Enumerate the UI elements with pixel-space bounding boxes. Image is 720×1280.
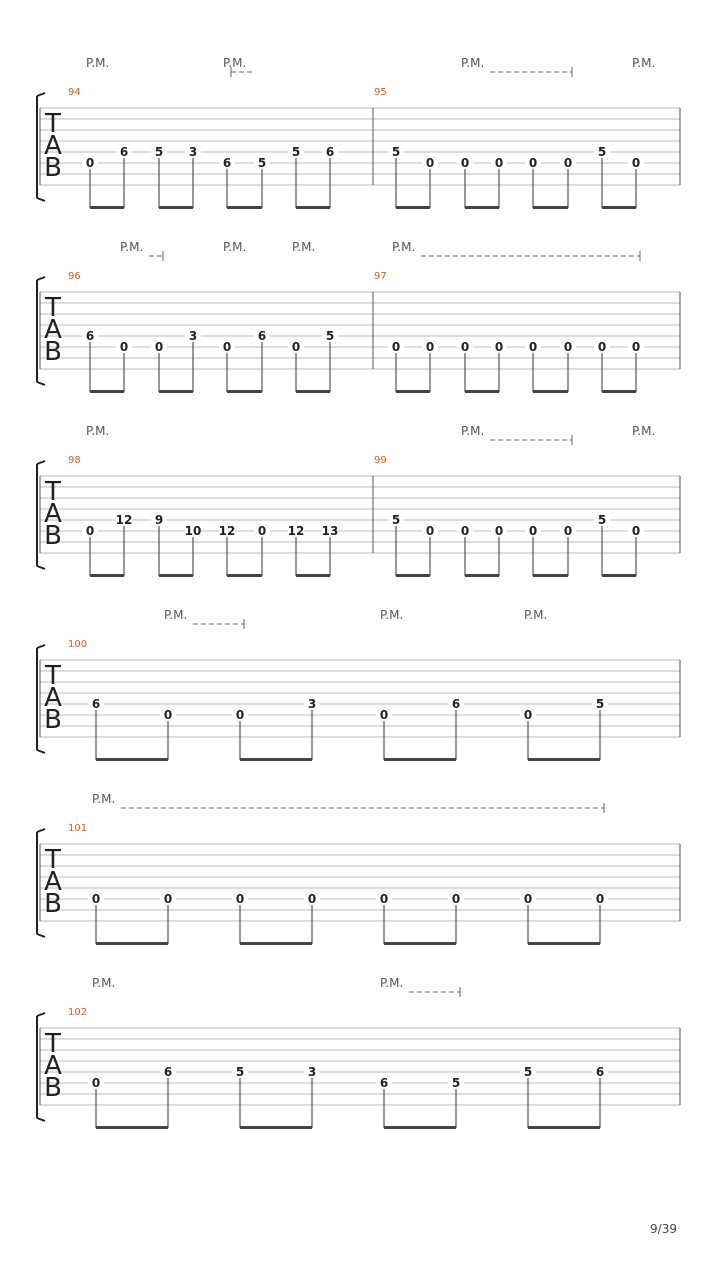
- fret-number: 0: [235, 892, 245, 906]
- fret-number: 0: [425, 524, 435, 538]
- staff-system: [37, 424, 680, 577]
- page-number: 9/39: [650, 1222, 677, 1236]
- beam: [159, 390, 193, 393]
- fret-number: 5: [291, 145, 301, 159]
- palm-mute-label: P.M.: [292, 240, 316, 254]
- fret-number: 5: [451, 1076, 461, 1090]
- fret-number: 0: [460, 524, 470, 538]
- fret-number: 6: [222, 156, 232, 170]
- fret-number: 3: [188, 145, 198, 159]
- palm-mute-label: P.M.: [632, 424, 656, 438]
- beam: [465, 574, 499, 577]
- fret-number: 0: [597, 340, 607, 354]
- fret-number: 6: [379, 1076, 389, 1090]
- beam: [159, 574, 193, 577]
- fret-number: 0: [563, 156, 573, 170]
- beam: [396, 574, 430, 577]
- palm-mute-label: P.M.: [461, 56, 485, 70]
- beam: [533, 390, 568, 393]
- fret-number: 0: [494, 156, 504, 170]
- beam: [533, 574, 568, 577]
- tab-clef-letter: T: [45, 845, 61, 875]
- fret-number: 0: [523, 708, 533, 722]
- beam: [602, 574, 636, 577]
- beam: [465, 390, 499, 393]
- beam: [227, 206, 262, 209]
- fret-number: 6: [325, 145, 335, 159]
- tab-clef-letter: B: [44, 153, 62, 183]
- fret-number: 0: [460, 156, 470, 170]
- fret-number: 0: [91, 892, 101, 906]
- staff-system: [37, 792, 680, 945]
- fret-number: 0: [631, 524, 641, 538]
- beam: [240, 758, 312, 761]
- staff-system: [37, 240, 680, 393]
- beam: [296, 574, 330, 577]
- tab-clef-letter: B: [44, 337, 62, 367]
- fret-number: 0: [85, 156, 95, 170]
- beam: [533, 206, 568, 209]
- beam: [396, 390, 430, 393]
- beam: [384, 942, 456, 945]
- fret-number: 5: [325, 329, 335, 343]
- tab-clef-letter: T: [45, 109, 61, 139]
- tab-clef-letter: A: [44, 867, 62, 897]
- palm-mute-label: P.M.: [92, 976, 116, 990]
- measure-number: 102: [68, 1007, 88, 1018]
- measure-number: 95: [374, 87, 387, 98]
- fret-number: 0: [391, 340, 401, 354]
- fret-number: 0: [528, 524, 538, 538]
- tab-clef-letter: A: [44, 1051, 62, 1081]
- palm-mute-label: P.M.: [92, 792, 116, 806]
- fret-number: 6: [451, 697, 461, 711]
- fret-number: 13: [321, 524, 339, 538]
- fret-number: 0: [425, 156, 435, 170]
- fret-number: 0: [494, 524, 504, 538]
- palm-mute-label: P.M.: [461, 424, 485, 438]
- fret-number: 5: [391, 145, 401, 159]
- fret-number: 0: [222, 340, 232, 354]
- tab-clef-letter: T: [45, 293, 61, 323]
- fret-number: 5: [257, 156, 267, 170]
- beam: [465, 206, 499, 209]
- beam: [240, 942, 312, 945]
- fret-number: 6: [91, 697, 101, 711]
- fret-number: 0: [563, 340, 573, 354]
- measure-number: 97: [374, 271, 387, 282]
- beam: [528, 1126, 600, 1129]
- fret-number: 0: [235, 708, 245, 722]
- staff-system: [37, 608, 680, 761]
- fret-number: 0: [563, 524, 573, 538]
- fret-number: 12: [218, 524, 236, 538]
- fret-number: 0: [451, 892, 461, 906]
- fret-number: 0: [163, 892, 173, 906]
- tab-clef-letter: T: [45, 661, 61, 691]
- beam: [96, 942, 168, 945]
- beam: [159, 206, 193, 209]
- fret-number: 0: [163, 708, 173, 722]
- palm-mute-label: P.M.: [86, 56, 110, 70]
- fret-number: 0: [595, 892, 605, 906]
- tab-clef-letter: B: [44, 1073, 62, 1103]
- fret-number: 6: [85, 329, 95, 343]
- palm-mute-label: P.M.: [392, 240, 416, 254]
- tab-clef-letter: T: [45, 477, 61, 507]
- beam: [602, 390, 636, 393]
- fret-number: 5: [595, 697, 605, 711]
- palm-mute-label: P.M.: [380, 976, 404, 990]
- beam: [227, 390, 262, 393]
- tab-clef-letter: B: [44, 889, 62, 919]
- fret-number: 6: [163, 1065, 173, 1079]
- staff-system: [37, 976, 680, 1129]
- beam: [528, 942, 600, 945]
- fret-number: 0: [528, 156, 538, 170]
- palm-mute-label: P.M.: [524, 608, 548, 622]
- palm-mute-label: P.M.: [380, 608, 404, 622]
- beam: [296, 206, 330, 209]
- tab-clef-letter: A: [44, 131, 62, 161]
- measure-number: 96: [68, 271, 81, 282]
- beam: [90, 390, 124, 393]
- fret-number: 0: [631, 340, 641, 354]
- measure-number: 100: [68, 639, 88, 650]
- fret-number: 0: [460, 340, 470, 354]
- fret-number: 0: [494, 340, 504, 354]
- fret-number: 3: [307, 1065, 317, 1079]
- tab-clef-letter: B: [44, 705, 62, 735]
- fret-number: 0: [631, 156, 641, 170]
- measure-number: 99: [374, 455, 387, 466]
- measure-number: 94: [68, 87, 81, 98]
- tab-clef-letter: B: [44, 521, 62, 551]
- beam: [384, 1126, 456, 1129]
- fret-number: 6: [595, 1065, 605, 1079]
- beam: [96, 1126, 168, 1129]
- fret-number: 0: [528, 340, 538, 354]
- measure-number: 101: [68, 823, 88, 834]
- palm-mute-label: P.M.: [86, 424, 110, 438]
- fret-number: 5: [391, 513, 401, 527]
- fret-number: 0: [119, 340, 129, 354]
- fret-number: 5: [235, 1065, 245, 1079]
- beam: [240, 1126, 312, 1129]
- tab-clef-letter: A: [44, 683, 62, 713]
- fret-number: 10: [184, 524, 202, 538]
- fret-number: 6: [257, 329, 267, 343]
- palm-mute-label: P.M.: [120, 240, 144, 254]
- fret-number: 5: [523, 1065, 533, 1079]
- fret-number: 12: [115, 513, 133, 527]
- fret-number: 0: [425, 340, 435, 354]
- beam: [602, 206, 636, 209]
- fret-number: 0: [91, 1076, 101, 1090]
- beam: [528, 758, 600, 761]
- fret-number: 0: [307, 892, 317, 906]
- palm-mute-label: P.M.: [164, 608, 188, 622]
- beam: [384, 758, 456, 761]
- beam: [227, 574, 262, 577]
- palm-mute-label: P.M.: [223, 240, 247, 254]
- fret-number: 5: [597, 513, 607, 527]
- fret-number: 3: [188, 329, 198, 343]
- tab-clef-letter: A: [44, 315, 62, 345]
- beam: [90, 574, 124, 577]
- fret-number: 0: [379, 708, 389, 722]
- staff-system: [37, 56, 680, 209]
- fret-number: 3: [307, 697, 317, 711]
- tab-clef-letter: A: [44, 499, 62, 529]
- fret-number: 0: [379, 892, 389, 906]
- tab-clef-letter: T: [45, 1029, 61, 1059]
- fret-number: 6: [119, 145, 129, 159]
- beam: [96, 758, 168, 761]
- fret-number: 0: [257, 524, 267, 538]
- fret-number: 12: [287, 524, 305, 538]
- measure-number: 98: [68, 455, 81, 466]
- fret-number: 0: [154, 340, 164, 354]
- fret-number: 5: [154, 145, 164, 159]
- fret-number: 0: [291, 340, 301, 354]
- beam: [296, 390, 330, 393]
- palm-mute-label: P.M.: [223, 56, 247, 70]
- beam: [396, 206, 430, 209]
- fret-number: 9: [154, 513, 164, 527]
- fret-number: 0: [523, 892, 533, 906]
- fret-number: 5: [597, 145, 607, 159]
- fret-number: 0: [85, 524, 95, 538]
- palm-mute-label: P.M.: [632, 56, 656, 70]
- beam: [90, 206, 124, 209]
